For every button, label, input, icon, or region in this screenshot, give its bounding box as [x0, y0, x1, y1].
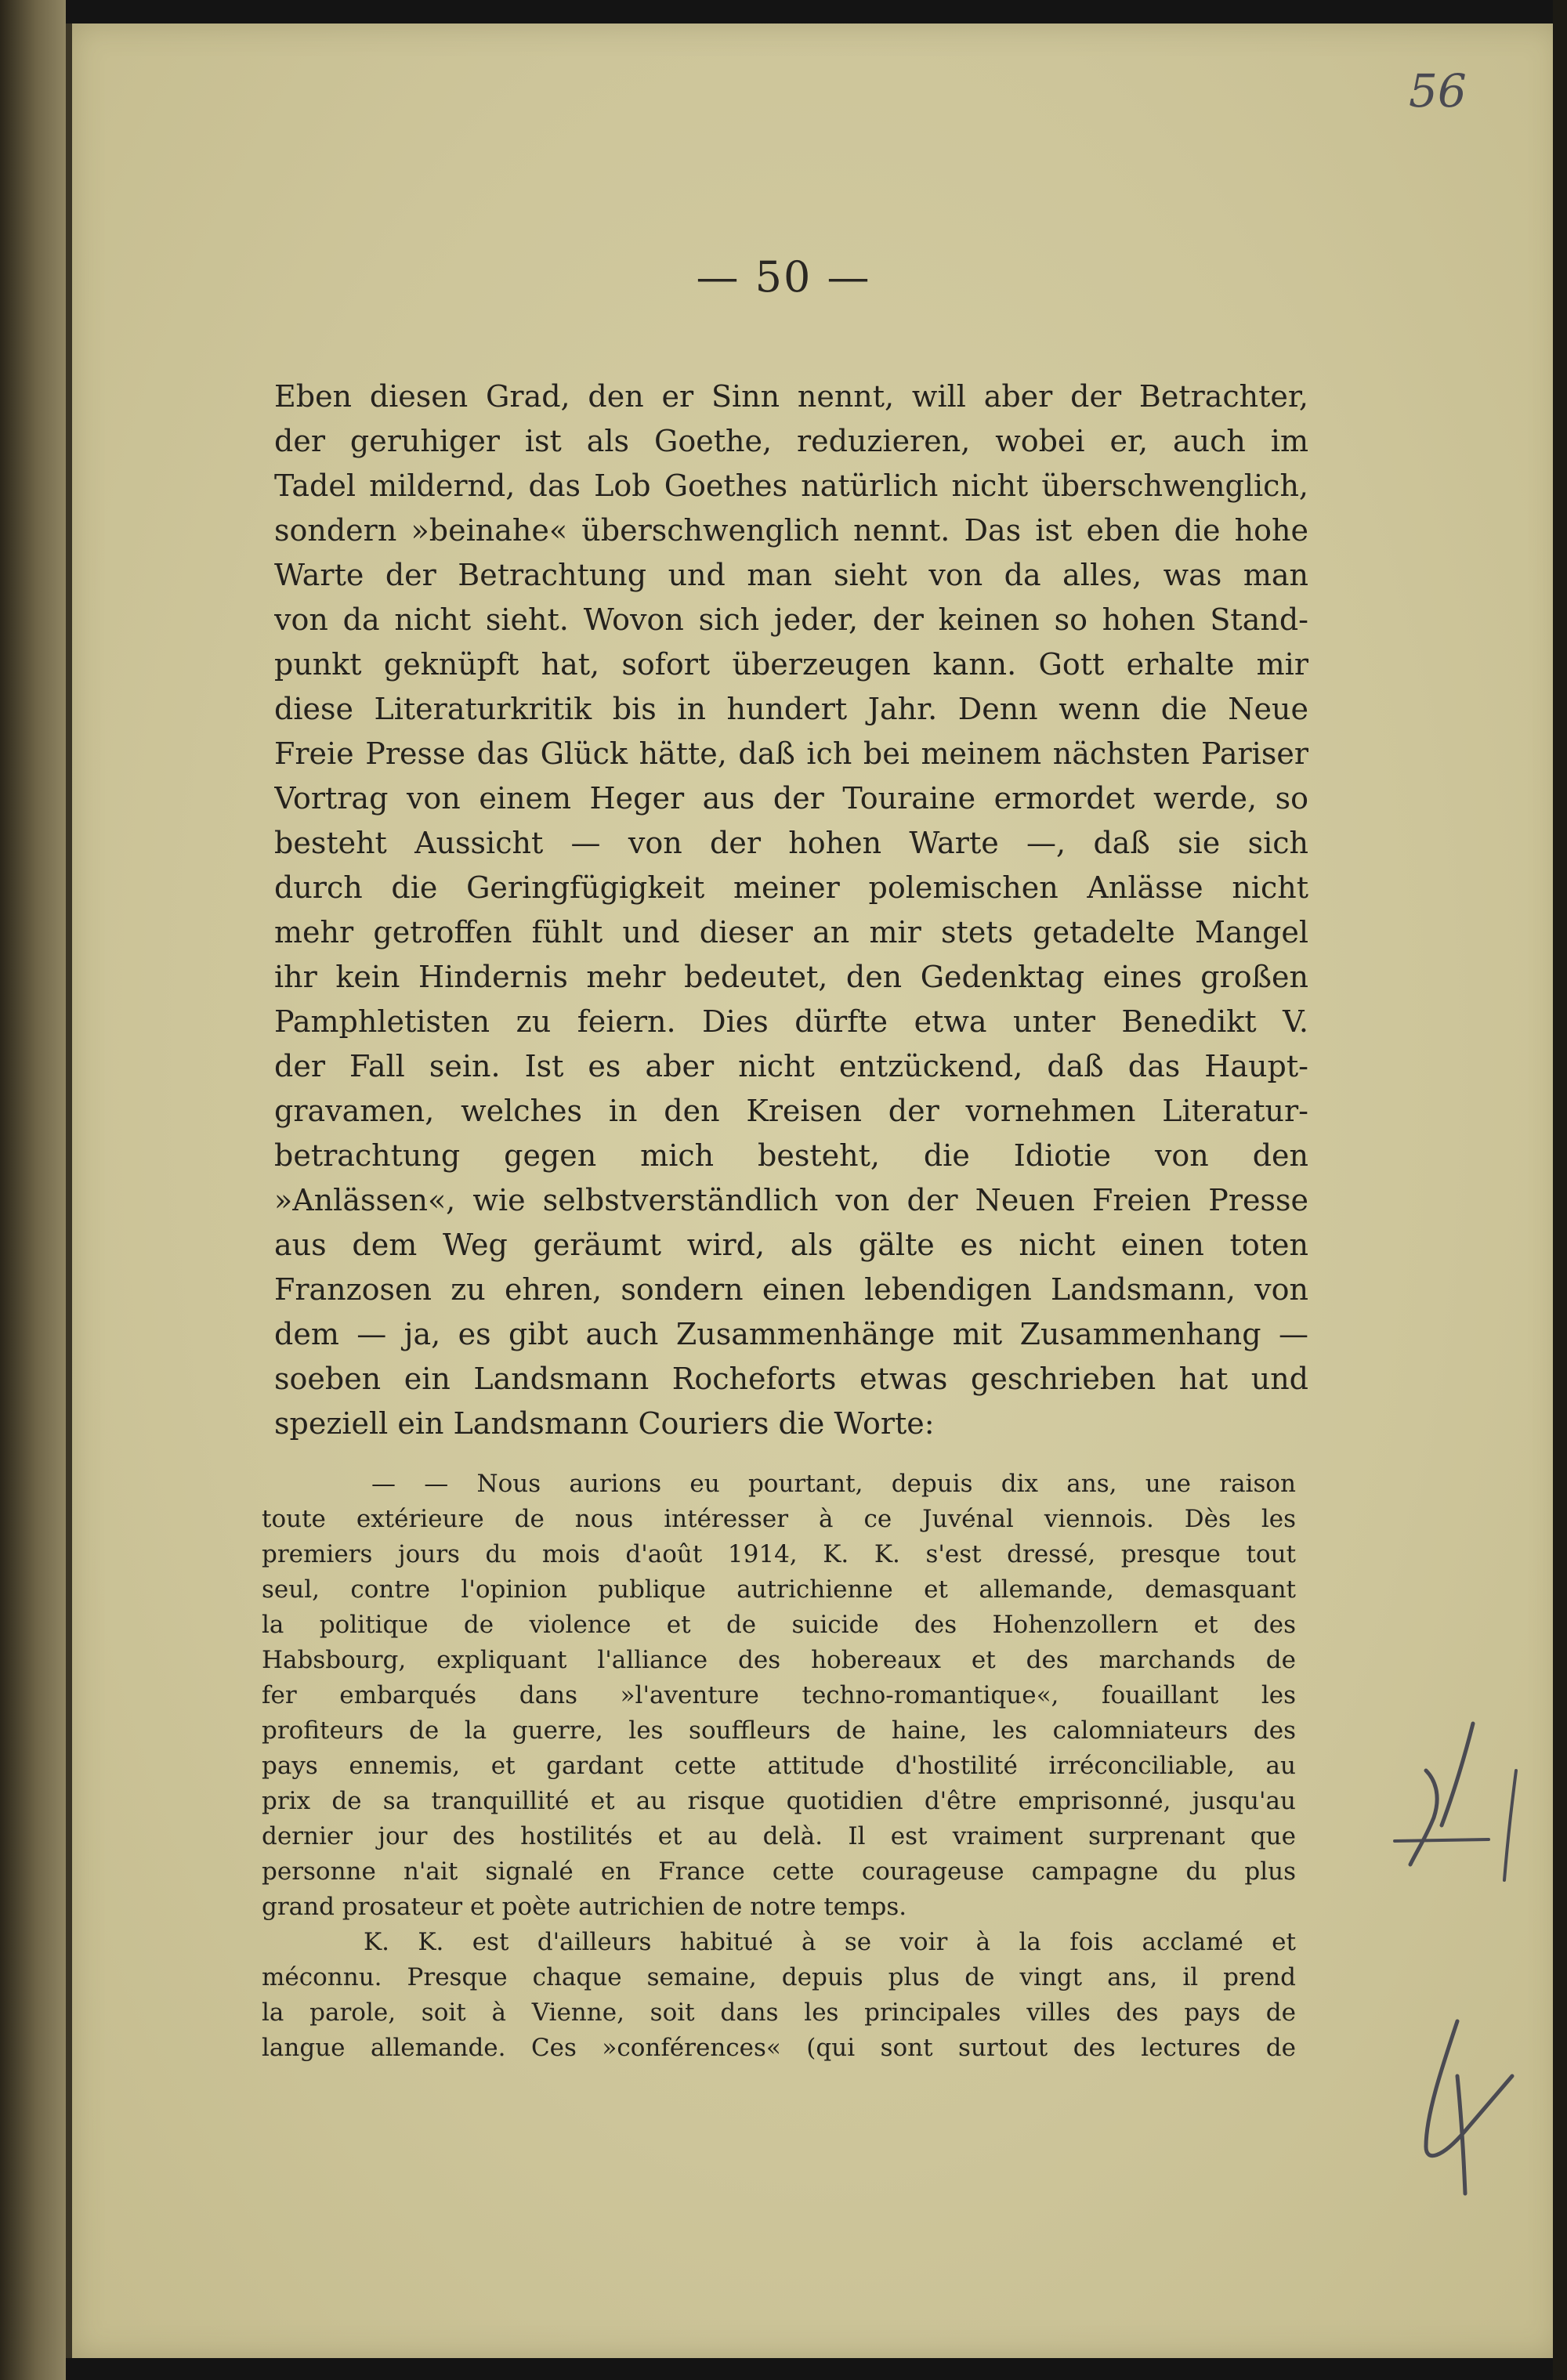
- archive-pencil-number: 56: [1409, 64, 1467, 118]
- quote-line: toute extérieure de nous intéresser à ce Juvénal viennois. Dès les: [262, 1505, 1296, 1533]
- quote-line: méconnu. Presque chaque semaine, depuis plus de vingt ans, il prend: [262, 1963, 1296, 1991]
- quote-line: fer embarqués dans »l'aventure techno-romantique«, fouaillant les: [262, 1681, 1296, 1709]
- text-line: Vortrag von einem Heger aus der Touraine ermordet werde, so: [274, 781, 1308, 816]
- text-line: sondern »beinahe« überschwenglich nennt. Das ist eben die hohe: [274, 513, 1308, 548]
- quote-line: seul, contre l'opinion publique autrichienne et allemande, demasquant: [262, 1575, 1296, 1604]
- quote-line: profiteurs de la guerre, les souffleurs de haine, les calomniateurs des: [262, 1716, 1296, 1745]
- quote-line: Habsbourg, expliquant l'alliance des hobereaux et des marchands de: [262, 1646, 1296, 1674]
- text-line: Pamphletisten zu feiern. Dies dürfte etwa unter Benedikt V.: [274, 1004, 1308, 1039]
- text-line: Tadel mildernd, das Lob Goethes natürlich nicht überschwenglich,: [274, 468, 1308, 503]
- text-line: ihr kein Hindernis mehr bedeutet, den Gedenktag eines großen: [274, 960, 1308, 994]
- pencil-stroke: [1426, 2021, 1512, 2156]
- quote-line: premiers jours du mois d'août 1914, K. K. s'est dressé, presque tout: [262, 1540, 1296, 1568]
- pencil-annotation-marks: [1379, 1708, 1567, 2209]
- quote-line: personne n'ait signalé en France cette courageuse campagne du plus: [262, 1857, 1296, 1886]
- quote-line: — — Nous aurions eu pourtant, depuis dix ans, une raison: [371, 1470, 1296, 1498]
- page-number: — 50 —: [696, 252, 871, 302]
- text-line: aus dem Weg geräumt wird, als gälte es nicht einen toten: [274, 1228, 1308, 1262]
- text-line: mehr getroffen fühlt und dieser an mir stets getadelte Mangel: [274, 915, 1308, 949]
- text-line: besteht Aussicht — von der hohen Warte —, daß sie sich: [274, 826, 1308, 860]
- french-quotation: [262, 1467, 1296, 2066]
- text-line: Freie Presse das Glück hätte, daß ich bei meinem nächsten Pariser: [274, 736, 1308, 771]
- text-line: punkt geknüpft hat, sofort überzeugen kann. Gott erhalte mir: [274, 647, 1308, 682]
- text-line: der Fall sein. Ist es aber nicht entzückend, daß das Haupt-: [274, 1049, 1308, 1083]
- text-line: Franzosen zu ehren, sondern einen lebendigen Landsmann, von: [274, 1272, 1308, 1307]
- quote-line: la politique de violence et de suicide des Hohenzollern et des: [262, 1611, 1296, 1639]
- text-line: dem — ja, es gibt auch Zusammenhänge mit Zusammenhang —: [274, 1317, 1308, 1351]
- text-line: soeben ein Landsmann Rocheforts etwas geschrieben hat und: [274, 1362, 1308, 1396]
- quote-line: dernier jour des hostilités et au delà. Il est vraiment surprenant que: [262, 1822, 1296, 1850]
- text-line: durch die Geringfügigkeit meiner polemischen Anlässe nicht: [274, 870, 1308, 905]
- quote-line: la parole, soit à Vienne, soit dans les principales villes des pays de: [262, 1998, 1296, 2027]
- text-line: speziell ein Landsmann Couriers die Worte:: [274, 1406, 935, 1441]
- text-line: der geruhiger ist als Goethe, reduzieren, wobei er, auch im: [274, 424, 1308, 458]
- text-line: »Anlässen«, wie selbstverständlich von der Neuen Freien Presse: [274, 1183, 1308, 1217]
- text-line: Eben diesen Grad, den er Sinn nennt, will aber der Betrachter,: [274, 379, 1308, 414]
- pencil-stroke: [1442, 1724, 1473, 1825]
- pencil-stroke: [1410, 1771, 1437, 1865]
- quote-line: grand prosateur et poète autrichien de notre temps.: [262, 1893, 907, 1921]
- gutter-edge: [66, 24, 72, 2358]
- text-line: Warte der Betrachtung und man sieht von da alles, was man: [274, 558, 1308, 592]
- text-line: betrachtung gegen mich besteht, die Idiotie von den: [274, 1138, 1308, 1173]
- quote-line: langue allemande. Ces »conférences« (qui sont surtout des lectures de: [262, 2034, 1296, 2062]
- book-gutter: [0, 0, 66, 2380]
- quote-line: K. K. est d'ailleurs habitué à se voir à la fois acclamé et: [364, 1928, 1296, 1956]
- pencil-stroke: [1395, 1839, 1489, 1841]
- german-paragraph: [274, 374, 1308, 1446]
- text-line: gravamen, welches in den Kreisen der vornehmen Literatur-: [274, 1094, 1308, 1128]
- text-line: diese Literaturkritik bis in hundert Jahr. Denn wenn die Neue: [274, 692, 1308, 726]
- text-line: von da nicht sieht. Wovon sich jeder, der keinen so hohen Stand-: [274, 602, 1308, 637]
- quote-line: pays ennemis, et gardant cette attitude d'hostilité irréconciliable, au: [262, 1752, 1296, 1780]
- quote-line: prix de sa tranquillité et au risque quotidien d'être emprisonné, jusqu'au: [262, 1787, 1296, 1815]
- pencil-stroke: [1504, 1771, 1516, 1880]
- pencil-stroke: [1457, 2076, 1465, 2194]
